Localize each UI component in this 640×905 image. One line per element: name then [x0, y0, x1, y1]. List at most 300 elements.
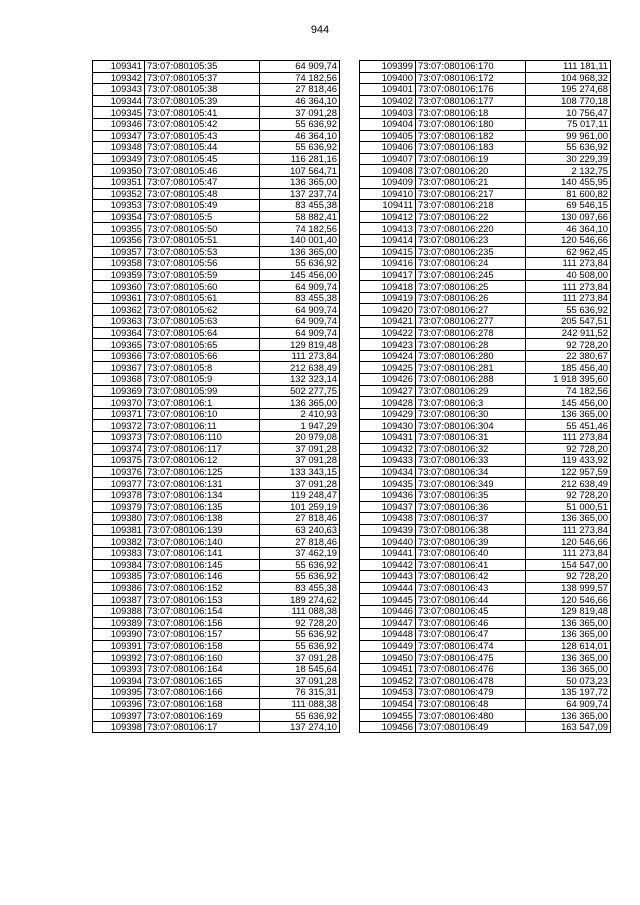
- table-row: [360, 536, 611, 548]
- cadastral-number-cell: 73:07:080106:117: [145, 443, 260, 455]
- cadastral-number-cell: 73:07:080106:22: [416, 211, 526, 223]
- row-number-cell: 109397: [93, 710, 145, 722]
- table-row: [93, 339, 340, 351]
- row-number-cell: 109347: [93, 130, 145, 142]
- table-row: [93, 397, 340, 409]
- row-number-cell: 109364: [93, 327, 145, 339]
- row-number-cell: 109454: [360, 698, 416, 710]
- amount-cell: 50 073,23: [526, 675, 611, 687]
- cadastral-number-cell: 73:07:080106:3: [416, 397, 526, 409]
- cadastral-number-cell: 73:07:080106:23: [416, 234, 526, 246]
- cadastral-number-cell: 73:07:080105:47: [145, 176, 260, 188]
- table-row: [93, 362, 340, 374]
- cadastral-number-cell: 73:07:080106:134: [145, 489, 260, 501]
- table-row: [360, 107, 611, 119]
- amount-cell: 55 636,92: [526, 304, 611, 316]
- table-row: [93, 176, 340, 188]
- amount-cell: 74 182,56: [526, 385, 611, 397]
- cadastral-number-cell: 73:07:080105:35: [145, 61, 260, 73]
- cadastral-number-cell: 73:07:080106:140: [145, 536, 260, 548]
- cadastral-number-cell: 73:07:080106:110: [145, 432, 260, 444]
- amount-cell: 92 728,20: [526, 443, 611, 455]
- row-number-cell: 109353: [93, 200, 145, 212]
- table-row: [93, 72, 340, 84]
- table-row: [93, 443, 340, 455]
- table-row: [93, 327, 340, 339]
- row-number-cell: 109449: [360, 640, 416, 652]
- cadastral-number-cell: 73:07:080106:1: [145, 397, 260, 409]
- amount-cell: 120 546,66: [526, 594, 611, 606]
- cadastral-number-cell: 73:07:080106:349: [416, 478, 526, 490]
- cadastral-number-cell: 73:07:080106:49: [416, 721, 526, 733]
- cadastral-number-cell: 73:07:080106:39: [416, 536, 526, 548]
- table-row: [360, 629, 611, 641]
- amount-cell: 136 365,00: [526, 652, 611, 664]
- amount-cell: 111 273,84: [526, 258, 611, 270]
- table-row: [360, 269, 611, 281]
- amount-cell: 46 364,10: [526, 223, 611, 235]
- cadastral-number-cell: 73:07:080106:18: [416, 107, 526, 119]
- row-number-cell: 109383: [93, 547, 145, 559]
- cadastral-number-cell: 73:07:080105:59: [145, 269, 260, 281]
- table-row: [93, 536, 340, 548]
- cadastral-number-cell: 73:07:080106:146: [145, 571, 260, 583]
- row-number-cell: 109349: [93, 153, 145, 165]
- table-row: [360, 84, 611, 96]
- cadastral-number-cell: 73:07:080106:17: [145, 721, 260, 733]
- row-number-cell: 109396: [93, 698, 145, 710]
- table-row: [360, 524, 611, 536]
- table-row: [360, 571, 611, 583]
- amount-cell: 136 365,00: [526, 617, 611, 629]
- table-row: [93, 316, 340, 328]
- cadastral-number-cell: 73:07:080106:24: [416, 258, 526, 270]
- cadastral-number-cell: 73:07:080105:49: [145, 200, 260, 212]
- row-number-cell: 109407: [360, 153, 416, 165]
- amount-cell: 69 546,15: [526, 200, 611, 212]
- cadastral-number-cell: 73:07:080106:38: [416, 524, 526, 536]
- amount-cell: 111 088,38: [260, 605, 340, 617]
- table-row: [93, 246, 340, 258]
- cadastral-number-cell: 73:07:080106:36: [416, 501, 526, 513]
- table-row: [93, 281, 340, 293]
- table-row: [360, 281, 611, 293]
- cadastral-number-cell: 73:07:080105:8: [145, 362, 260, 374]
- cadastral-number-cell: 73:07:080105:51: [145, 234, 260, 246]
- cadastral-number-cell: 73:07:080105:53: [145, 246, 260, 258]
- row-number-cell: 109455: [360, 710, 416, 722]
- table-row: [93, 710, 340, 722]
- row-number-cell: 109422: [360, 327, 416, 339]
- table-row: [93, 582, 340, 594]
- table-row: [360, 559, 611, 571]
- row-number-cell: 109410: [360, 188, 416, 200]
- amount-cell: 135 197,72: [526, 687, 611, 699]
- amount-cell: 83 455,38: [260, 292, 340, 304]
- cadastral-number-cell: 73:07:080106:35: [416, 489, 526, 501]
- cadastral-number-cell: 73:07:080105:42: [145, 118, 260, 130]
- row-number-cell: 109388: [93, 605, 145, 617]
- amount-cell: 2 132,75: [526, 165, 611, 177]
- table-row: [93, 478, 340, 490]
- row-number-cell: 109370: [93, 397, 145, 409]
- cadastral-number-cell: 73:07:080106:176: [416, 84, 526, 96]
- table-row: [93, 269, 340, 281]
- row-number-cell: 109423: [360, 339, 416, 351]
- table-row: [360, 223, 611, 235]
- cadastral-number-cell: 73:07:080106:25: [416, 281, 526, 293]
- cadastral-number-cell: 73:07:080106:27: [416, 304, 526, 316]
- cadastral-number-cell: 73:07:080106:131: [145, 478, 260, 490]
- cadastral-number-cell: 73:07:080106:153: [145, 594, 260, 606]
- row-number-cell: 109425: [360, 362, 416, 374]
- amount-cell: 74 182,56: [260, 72, 340, 84]
- amount-cell: 64 909,74: [260, 316, 340, 328]
- table-row: [93, 107, 340, 119]
- row-number-cell: 109450: [360, 652, 416, 664]
- amount-cell: 119 248,47: [260, 489, 340, 501]
- amount-cell: 30 229,39: [526, 153, 611, 165]
- cadastral-number-cell: 73:07:080105:60: [145, 281, 260, 293]
- table-row: [360, 443, 611, 455]
- table-row: [360, 466, 611, 478]
- row-number-cell: 109375: [93, 455, 145, 467]
- amount-cell: 37 091,28: [260, 652, 340, 664]
- cadastral-number-cell: 73:07:080106:288: [416, 374, 526, 386]
- row-number-cell: 109354: [93, 211, 145, 223]
- cadastral-number-cell: 73:07:080106:169: [145, 710, 260, 722]
- cadastral-number-cell: 73:07:080106:280: [416, 350, 526, 362]
- table-row: [93, 629, 340, 641]
- cadastral-number-cell: 73:07:080105:64: [145, 327, 260, 339]
- table-row: [360, 95, 611, 107]
- row-number-cell: 109456: [360, 721, 416, 733]
- table-row: [360, 234, 611, 246]
- table-row: [360, 721, 611, 733]
- row-number-cell: 109355: [93, 223, 145, 235]
- amount-cell: 83 455,38: [260, 200, 340, 212]
- table-row: [93, 374, 340, 386]
- amount-cell: 55 451,46: [526, 420, 611, 432]
- amount-cell: 120 546,66: [526, 234, 611, 246]
- cadastral-number-cell: 73:07:080105:50: [145, 223, 260, 235]
- cadastral-number-cell: 73:07:080106:304: [416, 420, 526, 432]
- row-number-cell: 109379: [93, 501, 145, 513]
- cadastral-number-cell: 73:07:080106:41: [416, 559, 526, 571]
- table-row: [93, 258, 340, 270]
- table-row: [360, 455, 611, 467]
- amount-cell: 107 564,71: [260, 165, 340, 177]
- cadastral-number-cell: 73:07:080106:165: [145, 675, 260, 687]
- cadastral-number-cell: 73:07:080106:10: [145, 408, 260, 420]
- amount-cell: 119 433,92: [526, 455, 611, 467]
- table-row: [93, 84, 340, 96]
- cadastral-number-cell: 73:07:080105:99: [145, 385, 260, 397]
- amount-cell: 27 818,46: [260, 513, 340, 525]
- table-row: [360, 165, 611, 177]
- row-number-cell: 109403: [360, 107, 416, 119]
- row-number-cell: 109366: [93, 350, 145, 362]
- table-row: [93, 617, 340, 629]
- row-number-cell: 109433: [360, 455, 416, 467]
- table-row: [360, 211, 611, 223]
- table-row: [93, 455, 340, 467]
- cadastral-number-cell: 73:07:080106:479: [416, 687, 526, 699]
- table-row: [93, 223, 340, 235]
- cadastral-number-cell: 73:07:080106:235: [416, 246, 526, 258]
- cadastral-number-cell: 73:07:080106:218: [416, 200, 526, 212]
- amount-cell: 111 273,84: [526, 432, 611, 444]
- amount-cell: 64 909,74: [260, 327, 340, 339]
- table-row: [93, 605, 340, 617]
- row-number-cell: 109342: [93, 72, 145, 84]
- cadastral-number-cell: 73:07:080105:5: [145, 211, 260, 223]
- row-number-cell: 109448: [360, 629, 416, 641]
- row-number-cell: 109412: [360, 211, 416, 223]
- row-number-cell: 109386: [93, 582, 145, 594]
- row-number-cell: 109431: [360, 432, 416, 444]
- row-number-cell: 109451: [360, 663, 416, 675]
- cadastral-number-cell: 73:07:080106:476: [416, 663, 526, 675]
- cadastral-number-cell: 73:07:080106:33: [416, 455, 526, 467]
- row-number-cell: 109417: [360, 269, 416, 281]
- table-row: [360, 582, 611, 594]
- amount-cell: 55 636,92: [260, 258, 340, 270]
- amount-cell: 55 636,92: [260, 640, 340, 652]
- amount-cell: 136 365,00: [260, 176, 340, 188]
- row-number-cell: 109374: [93, 443, 145, 455]
- amount-cell: 136 365,00: [260, 246, 340, 258]
- table-row: [360, 594, 611, 606]
- row-number-cell: 109406: [360, 142, 416, 154]
- row-number-cell: 109405: [360, 130, 416, 142]
- cadastral-number-cell: 73:07:080106:29: [416, 385, 526, 397]
- cadastral-number-cell: 73:07:080106:475: [416, 652, 526, 664]
- cadastral-number-cell: 73:07:080106:47: [416, 629, 526, 641]
- row-number-cell: 109373: [93, 432, 145, 444]
- table-row: [93, 165, 340, 177]
- cadastral-number-cell: 73:07:080106:158: [145, 640, 260, 652]
- cadastral-number-cell: 73:07:080106:220: [416, 223, 526, 235]
- amount-cell: 2 410,93: [260, 408, 340, 420]
- cadastral-number-cell: 73:07:080105:43: [145, 130, 260, 142]
- cadastral-number-cell: 73:07:080106:40: [416, 547, 526, 559]
- table-row: [360, 513, 611, 525]
- cadastral-number-cell: 73:07:080105:44: [145, 142, 260, 154]
- amount-cell: 111 273,84: [526, 524, 611, 536]
- row-number-cell: 109389: [93, 617, 145, 629]
- row-number-cell: 109408: [360, 165, 416, 177]
- row-number-cell: 109352: [93, 188, 145, 200]
- amount-cell: 108 770,18: [526, 95, 611, 107]
- amount-cell: 122 957,59: [526, 466, 611, 478]
- row-number-cell: 109360: [93, 281, 145, 293]
- cadastral-number-cell: 73:07:080106:11: [145, 420, 260, 432]
- row-number-cell: 109415: [360, 246, 416, 258]
- amount-cell: 92 728,20: [526, 571, 611, 583]
- row-number-cell: 109380: [93, 513, 145, 525]
- amount-cell: 145 456,00: [526, 397, 611, 409]
- cadastral-number-cell: 73:07:080105:65: [145, 339, 260, 351]
- table-row: [93, 130, 340, 142]
- row-number-cell: 109350: [93, 165, 145, 177]
- row-number-cell: 109428: [360, 397, 416, 409]
- amount-cell: 212 638,49: [526, 478, 611, 490]
- amount-cell: 55 636,92: [260, 142, 340, 154]
- table-row: [93, 432, 340, 444]
- table-row: [360, 605, 611, 617]
- amount-cell: 138 999,57: [526, 582, 611, 594]
- table-row: [93, 350, 340, 362]
- cadastral-number-cell: 73:07:080105:46: [145, 165, 260, 177]
- cadastral-number-cell: 73:07:080106:48: [416, 698, 526, 710]
- row-number-cell: 109402: [360, 95, 416, 107]
- cadastral-number-cell: 73:07:080105:66: [145, 350, 260, 362]
- row-number-cell: 109430: [360, 420, 416, 432]
- row-number-cell: 109393: [93, 663, 145, 675]
- row-number-cell: 109363: [93, 316, 145, 328]
- table-row: [93, 211, 340, 223]
- amount-cell: 1 947,29: [260, 420, 340, 432]
- cadastral-number-cell: 73:07:080106:152: [145, 582, 260, 594]
- row-number-cell: 109394: [93, 675, 145, 687]
- amount-cell: 154 547,00: [526, 559, 611, 571]
- amount-cell: 81 600,82: [526, 188, 611, 200]
- amount-cell: 20 979,08: [260, 432, 340, 444]
- row-number-cell: 109378: [93, 489, 145, 501]
- amount-cell: 75 017,11: [526, 118, 611, 130]
- cadastral-number-cell: 73:07:080106:277: [416, 316, 526, 328]
- table-row: [360, 350, 611, 362]
- table-row: [360, 304, 611, 316]
- cadastral-number-cell: 73:07:080106:32: [416, 443, 526, 455]
- row-number-cell: 109441: [360, 547, 416, 559]
- cadastral-number-cell: 73:07:080106:164: [145, 663, 260, 675]
- amount-cell: 63 240,63: [260, 524, 340, 536]
- table-row: [93, 61, 340, 73]
- table-row: [360, 246, 611, 258]
- cadastral-number-cell: 73:07:080106:42: [416, 571, 526, 583]
- amount-cell: 22 380,67: [526, 350, 611, 362]
- table-row: [93, 142, 340, 154]
- row-number-cell: 109437: [360, 501, 416, 513]
- row-number-cell: 109395: [93, 687, 145, 699]
- table-row: [360, 176, 611, 188]
- table-row: [360, 258, 611, 270]
- amount-cell: 136 365,00: [526, 663, 611, 675]
- amount-cell: 55 636,92: [260, 629, 340, 641]
- table-row: [360, 698, 611, 710]
- amount-cell: 37 091,28: [260, 443, 340, 455]
- row-number-cell: 109438: [360, 513, 416, 525]
- row-number-cell: 109384: [93, 559, 145, 571]
- amount-cell: 55 636,92: [260, 559, 340, 571]
- row-number-cell: 109343: [93, 84, 145, 96]
- amount-cell: 46 364,10: [260, 95, 340, 107]
- amount-cell: 137 274,10: [260, 721, 340, 733]
- amount-cell: 502 277,75: [260, 385, 340, 397]
- cadastral-number-cell: 73:07:080106:21: [416, 176, 526, 188]
- row-number-cell: 109400: [360, 72, 416, 84]
- cadastral-number-cell: 73:07:080106:141: [145, 547, 260, 559]
- amount-cell: 212 638,49: [260, 362, 340, 374]
- row-number-cell: 109409: [360, 176, 416, 188]
- row-number-cell: 109444: [360, 582, 416, 594]
- table-row: [360, 200, 611, 212]
- row-number-cell: 109361: [93, 292, 145, 304]
- cadastral-number-cell: 73:07:080106:217: [416, 188, 526, 200]
- row-number-cell: 109436: [360, 489, 416, 501]
- row-number-cell: 109382: [93, 536, 145, 548]
- table-row: [360, 362, 611, 374]
- cadastral-number-cell: 73:07:080106:12: [145, 455, 260, 467]
- table-row: [360, 408, 611, 420]
- amount-cell: 55 636,92: [260, 118, 340, 130]
- amount-cell: 1 918 395,60: [526, 374, 611, 386]
- cadastral-number-cell: 73:07:080106:170: [416, 61, 526, 73]
- table-row: [93, 594, 340, 606]
- table-row: [360, 432, 611, 444]
- row-number-cell: 109414: [360, 234, 416, 246]
- cadastral-number-cell: 73:07:080106:245: [416, 269, 526, 281]
- cadastral-number-cell: 73:07:080106:278: [416, 327, 526, 339]
- table-row: [93, 408, 340, 420]
- cadastral-number-cell: 73:07:080106:28: [416, 339, 526, 351]
- row-number-cell: 109439: [360, 524, 416, 536]
- cadastral-number-cell: 73:07:080105:62: [145, 304, 260, 316]
- amount-cell: 37 462,19: [260, 547, 340, 559]
- table-row: [360, 710, 611, 722]
- row-number-cell: 109358: [93, 258, 145, 270]
- row-number-cell: 109381: [93, 524, 145, 536]
- row-number-cell: 109442: [360, 559, 416, 571]
- amount-cell: 37 091,28: [260, 107, 340, 119]
- amount-cell: 83 455,38: [260, 582, 340, 594]
- cadastral-number-cell: 73:07:080106:138: [145, 513, 260, 525]
- amount-cell: 116 281,16: [260, 153, 340, 165]
- amount-cell: 55 636,92: [260, 571, 340, 583]
- amount-cell: 62 962,45: [526, 246, 611, 258]
- table-row: [93, 698, 340, 710]
- amount-cell: 129 819,48: [526, 605, 611, 617]
- cadastral-number-cell: 73:07:080106:135: [145, 501, 260, 513]
- row-number-cell: 109359: [93, 269, 145, 281]
- cadastral-number-cell: 73:07:080105:9: [145, 374, 260, 386]
- table-row: [93, 652, 340, 664]
- cadastral-number-cell: 73:07:080106:154: [145, 605, 260, 617]
- amount-cell: 55 636,92: [526, 142, 611, 154]
- table-row: [93, 234, 340, 246]
- amount-cell: 130 097,66: [526, 211, 611, 223]
- table-row: [360, 687, 611, 699]
- cadastral-number-cell: 73:07:080106:474: [416, 640, 526, 652]
- row-number-cell: 109418: [360, 281, 416, 293]
- amount-cell: 92 728,20: [526, 339, 611, 351]
- cadastral-number-cell: 73:07:080106:19: [416, 153, 526, 165]
- amount-cell: 140 001,40: [260, 234, 340, 246]
- table-row: [93, 571, 340, 583]
- amount-cell: 120 546,66: [526, 536, 611, 548]
- amount-cell: 136 365,00: [526, 710, 611, 722]
- row-number-cell: 109447: [360, 617, 416, 629]
- table-row: [360, 339, 611, 351]
- row-number-cell: 109385: [93, 571, 145, 583]
- amount-cell: 101 259,19: [260, 501, 340, 513]
- row-number-cell: 109420: [360, 304, 416, 316]
- amount-cell: 76 315,31: [260, 687, 340, 699]
- cadastral-number-cell: 73:07:080106:156: [145, 617, 260, 629]
- row-number-cell: 109351: [93, 176, 145, 188]
